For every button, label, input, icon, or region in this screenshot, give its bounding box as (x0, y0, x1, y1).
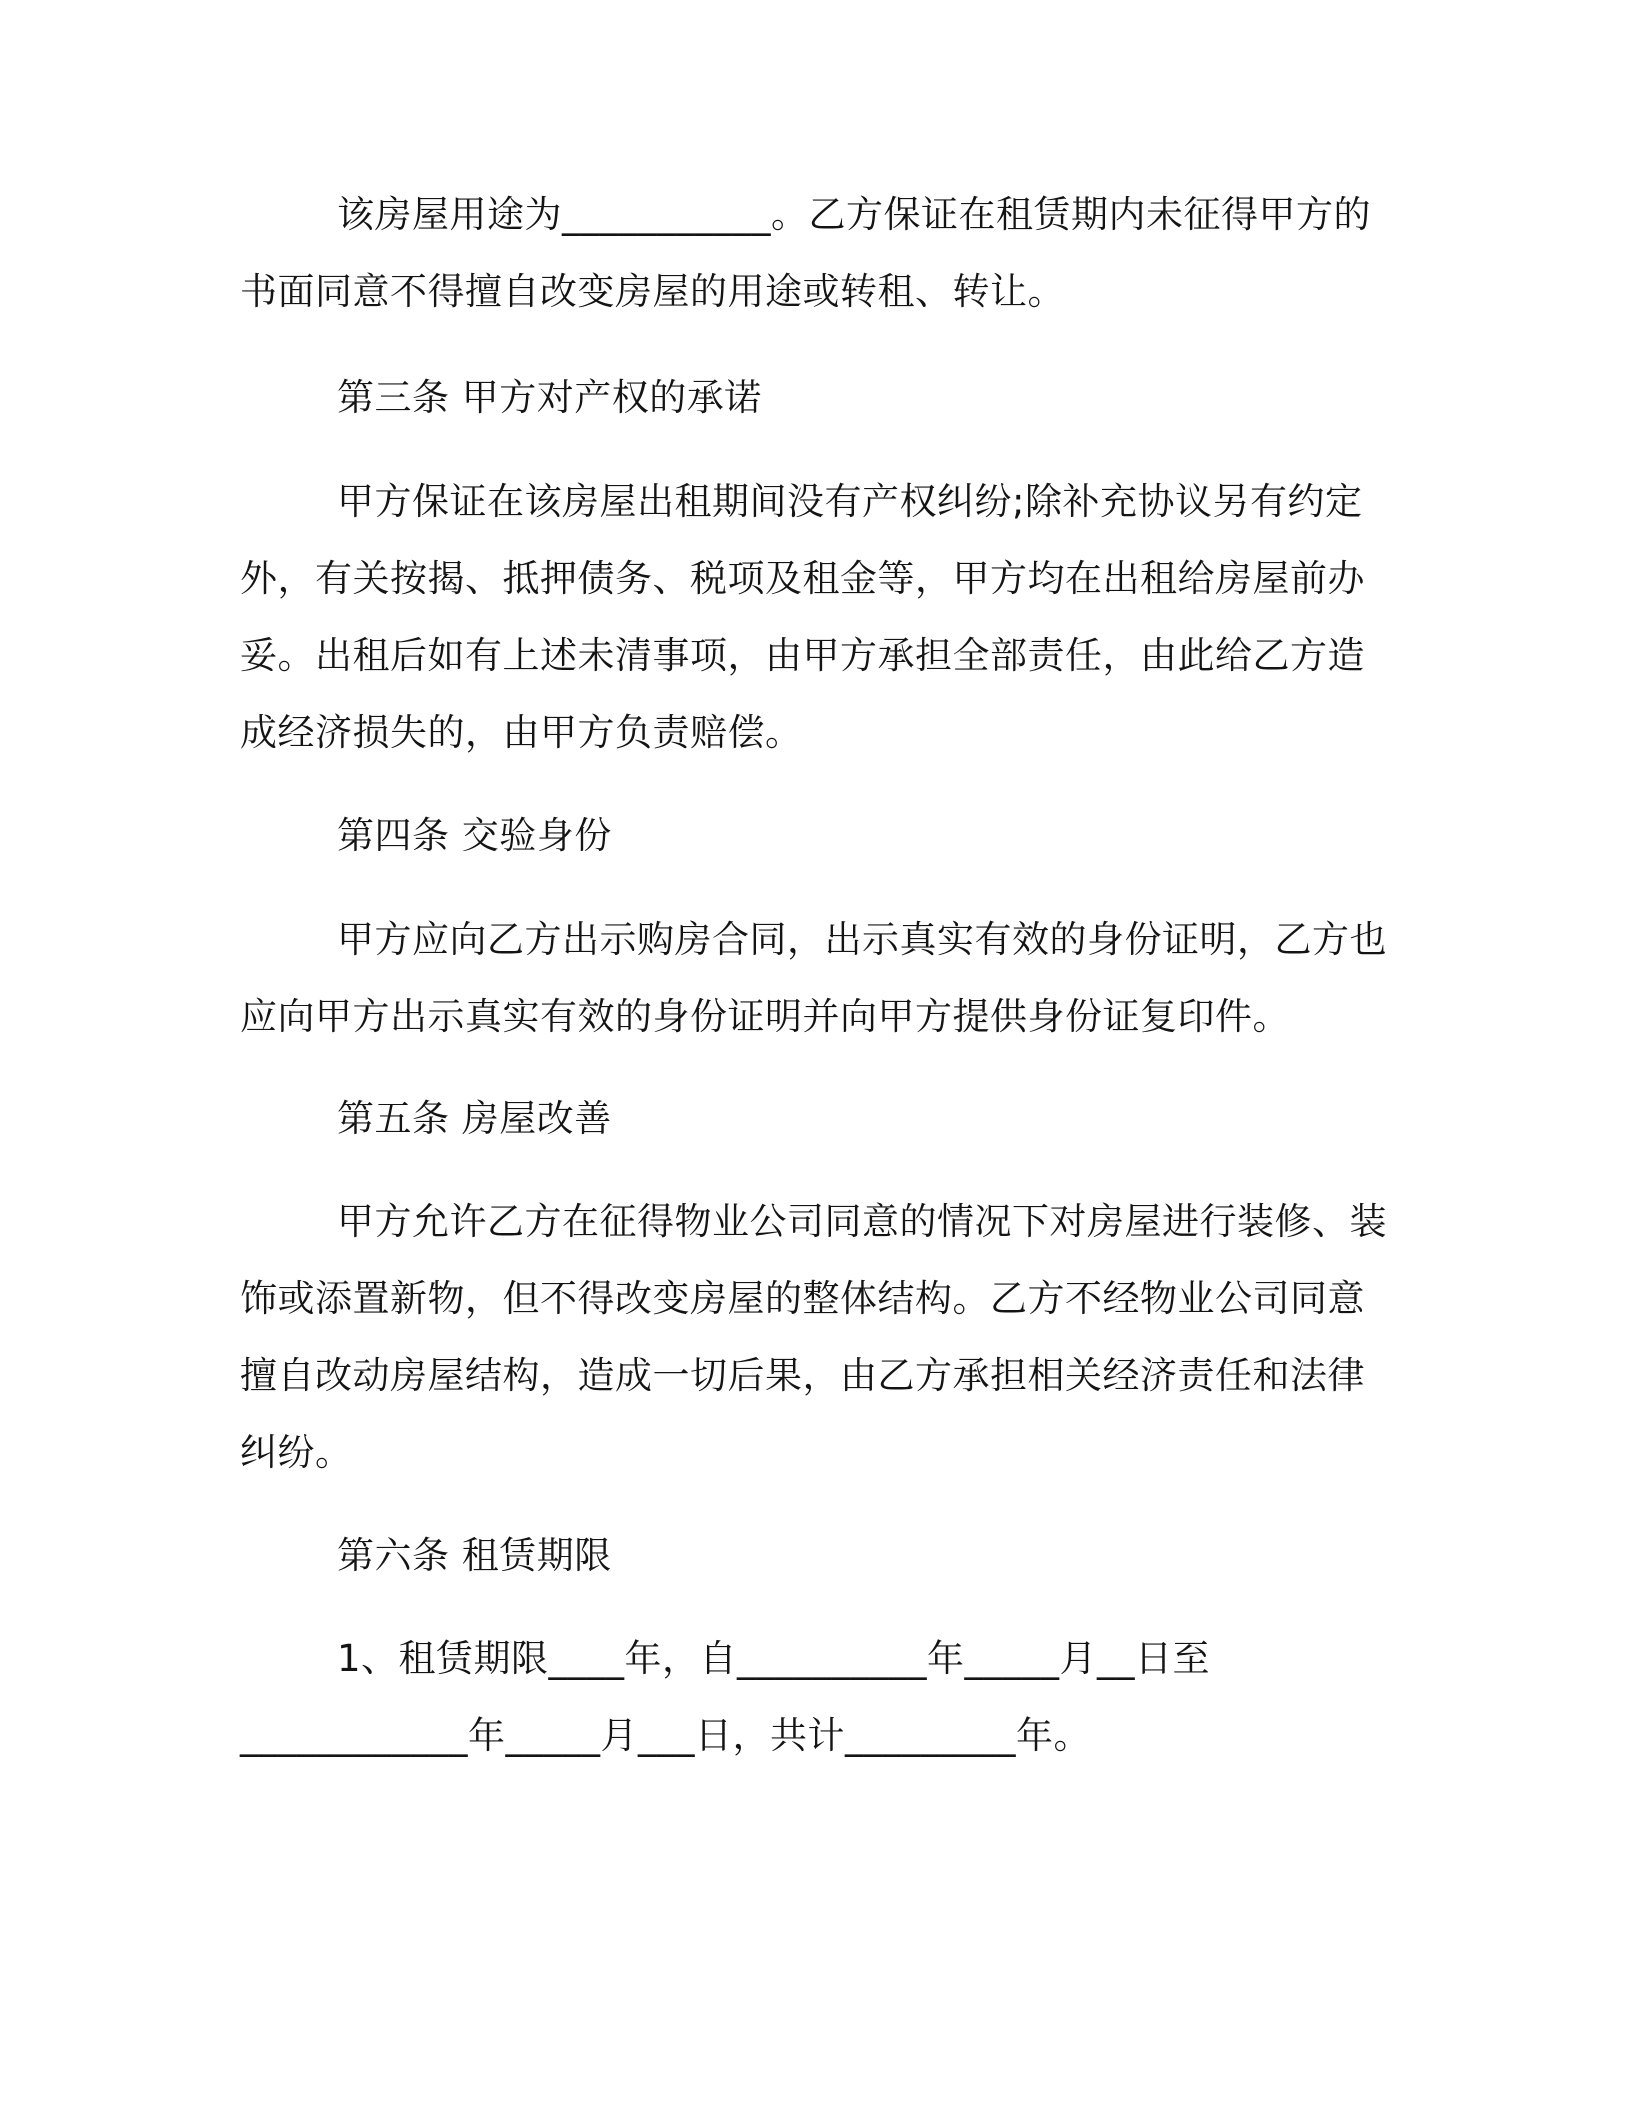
heading-article-4 (240, 797, 1400, 874)
paragraph-line: 妥。出租后如有上述未清事项，由甲方承担全部责任，由此给乙方造 (240, 634, 1365, 677)
heading-article-3 (240, 359, 1400, 436)
paragraph-line: 甲方保证在该房屋出租期间没有产权纠纷;除补充协议另有约定 (337, 480, 1363, 523)
paragraph-line: 甲方应向乙方出示购房合同，出示真实有效的身份证明，乙方也 (337, 918, 1387, 961)
paragraph-line: 该房屋用途为___________。乙方保证在租赁期内未征得甲方的 (337, 193, 1371, 236)
paragraph-line: 书面同意不得擅自改变房屋的用途或转租、转让。 (240, 270, 1065, 313)
paragraph-line: 甲方允许乙方在征得物业公司同意的情况下对房屋进行装修、装 (337, 1200, 1387, 1243)
paragraph-line: ____________年_____月___日，共计_________年。 (240, 1714, 1091, 1757)
paragraph-line: 纠纷。 (240, 1431, 353, 1474)
heading-text: 第四条 交验身份 (337, 814, 612, 857)
paragraph-lease-term (240, 1620, 1400, 1774)
heading-article-6 (240, 1517, 1400, 1594)
paragraph-improvement (240, 1183, 1400, 1491)
paragraph-line: 应向甲方出示真实有效的身份证明并向甲方提供身份证复印件。 (240, 995, 1290, 1038)
paragraph-line: 外，有关按揭、抵押债务、税项及租金等，甲方均在出租给房屋前办 (240, 557, 1365, 600)
heading-text: 第五条 房屋改善 (337, 1097, 612, 1140)
paragraph-identity (240, 901, 1400, 1055)
paragraph-property-rights (240, 463, 1400, 771)
heading-text: 第三条 甲方对产权的承诺 (337, 376, 762, 419)
paragraph-usage (240, 176, 1400, 330)
heading-article-5 (240, 1080, 1400, 1157)
heading-text: 第六条 租赁期限 (337, 1534, 612, 1577)
paragraph-line: 1、租赁期限____年，自__________年_____月__日至 (337, 1637, 1211, 1680)
paragraph-line: 饰或添置新物，但不得改变房屋的整体结构。乙方不经物业公司同意 (240, 1277, 1365, 1320)
paragraph-line: 成经济损失的，由甲方负责赔偿。 (240, 711, 803, 754)
paragraph-line: 擅自改动房屋结构，造成一切后果，由乙方承担相关经济责任和法律 (240, 1354, 1365, 1397)
